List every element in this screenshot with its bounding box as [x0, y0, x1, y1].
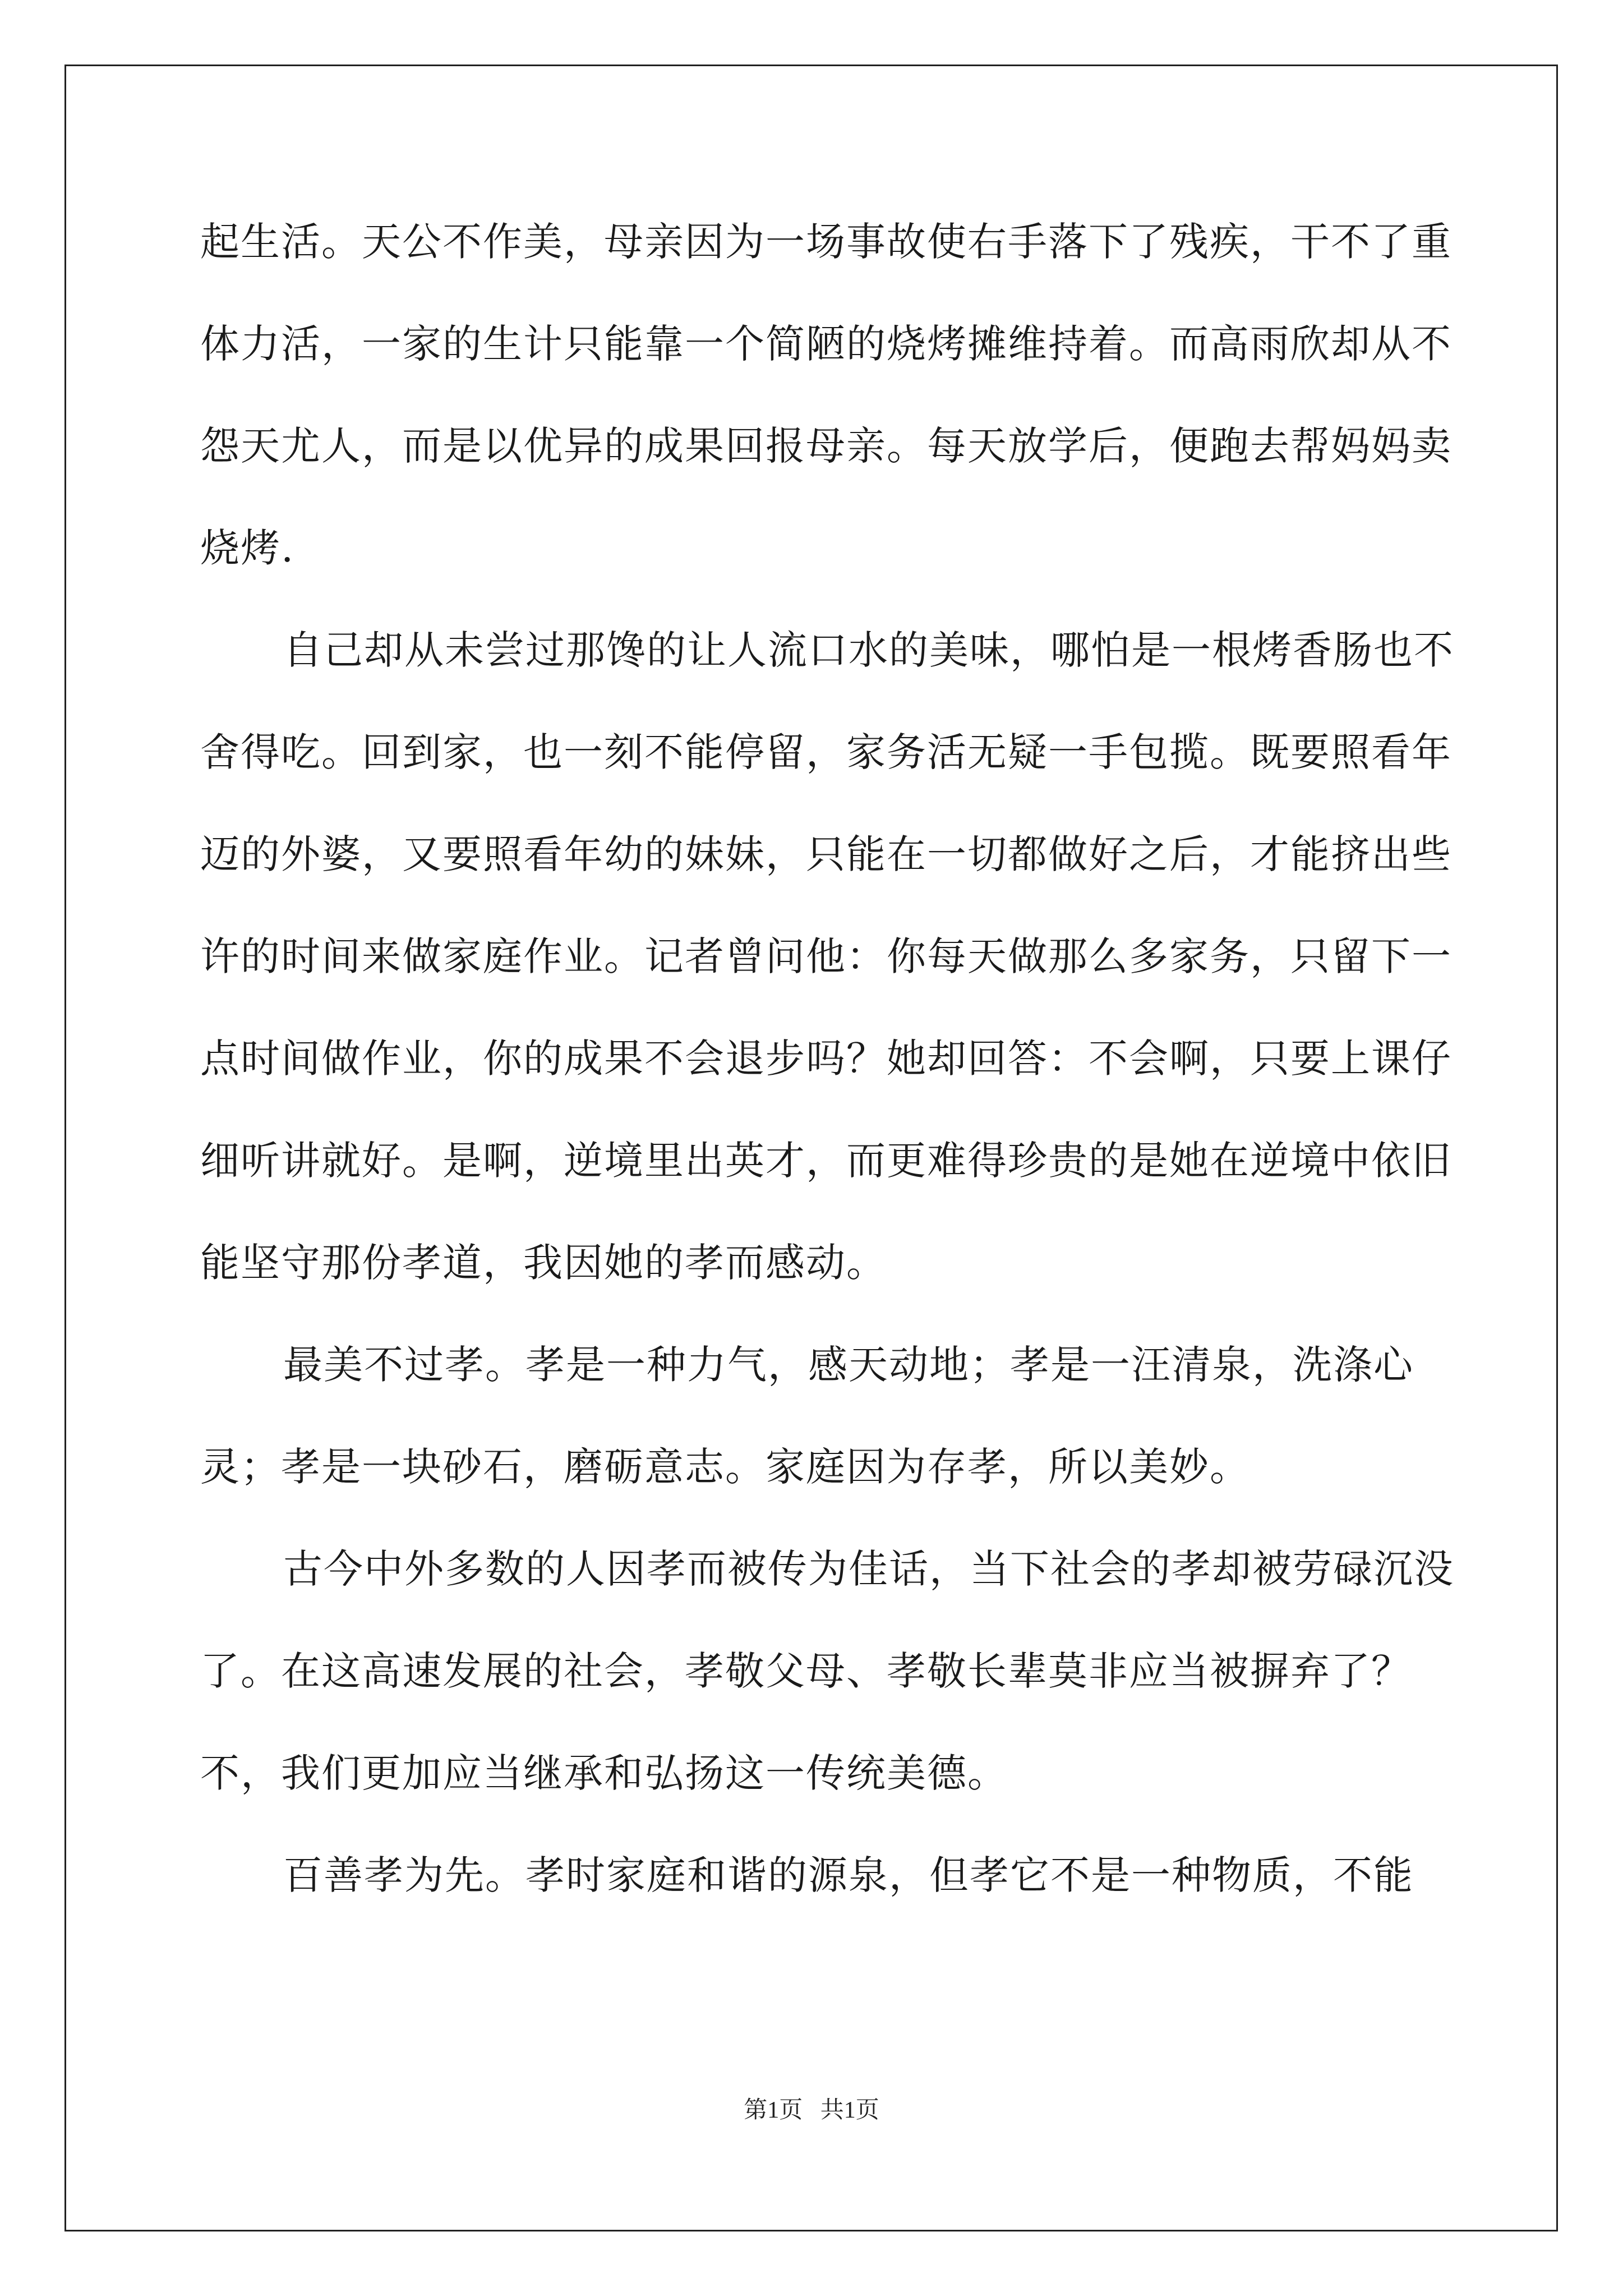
paragraph: 起生活。天公不作美，母亲因为一场事故使右手落下了残疾，干不了重体力活，一家的生计只能靠一个简陋的烧烤摊维持着。而高雨欣却从不怨天尤人，而是以优异的成果回报母亲。每天放学后，便跑去帮妈妈卖烧烤. — [200, 219, 1452, 571]
paragraph: 古今中外多数的人因孝而被传为佳话，当下社会的孝却被劳碌沉没了。在这高速发展的社会，孝敬父母、孝敬长辈莫非应当被摒弃了？不，我们更加应当继承和弘扬这一传统美德。 — [200, 1546, 1454, 1796]
document-body — [200, 191, 1459, 1926]
page-total: 共1页 — [820, 2097, 879, 2123]
paragraph: 最美不过孝。孝是一种力气，感天动地；孝是一汪清泉，洗涤心灵；孝是一块砂石，磨砺意志。家庭因为存孝，所以美妙。 — [200, 1342, 1414, 1490]
page-footer — [0, 2091, 1623, 2125]
page-number: 第1页 — [744, 2097, 803, 2123]
paragraph: 自己却从未尝过那馋的让人流口水的美味，哪怕是一根烤香肠也不舍得吃。回到家，也一刻不能停留，家务活无疑一手包揽。既要照看年迈的外婆，又要照看年幼的妹妹，只能在一切都做好之后，才能挤出些许的时间来做家庭作业。记者曾问他：你每天做那么多家务，只留下一点时间做作业，你的成果不会退步吗？她却回答：不会啊，只要上课仔细听讲就好。是啊，逆境里出英才，而更难得珍贵的是她在逆境中依旧能坚守那份孝道，我因她的孝而感动。 — [200, 627, 1454, 1286]
paragraph: 百善孝为先。孝时家庭和谐的源泉，但孝它不是一种物质，不能 — [283, 1852, 1414, 1898]
